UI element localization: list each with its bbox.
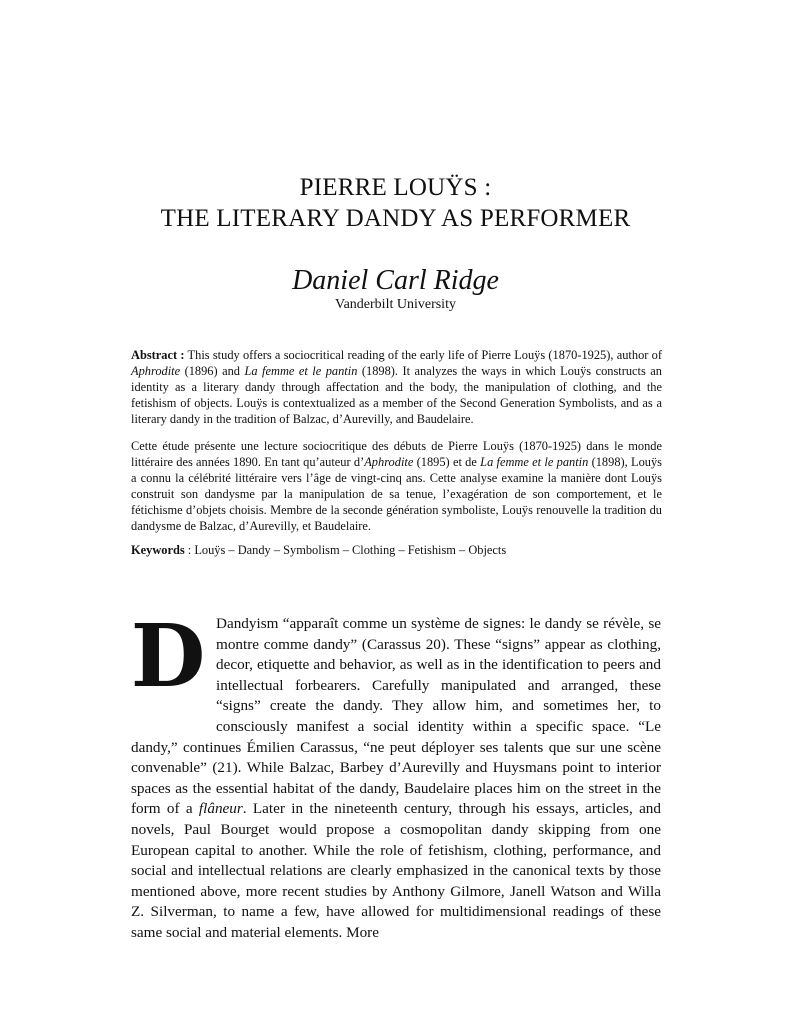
body-text-2: . Later in the nineteenth century, through his essays, articles, and novels, Paul Bourget would propose a cosmopolitan dandy skipping from one European capital to another. While the role of fetishism, clothing, performance, and social and intellectual relations are clearly emphasized in the canonical texts by those mentioned above, more recent studies by Anthony Gilmore, Janell Watson and Willa Z. Silverman, to name a few, have allowed for multidimensional readings of these same social and material elements. More [131,800,661,941]
abstract-work-1: Aphrodite [131,364,181,378]
abstract-label: Abstract : [131,348,185,362]
resume-work-2: La femme et le pantin [480,455,589,469]
keywords [131,542,662,558]
author-name: Daniel Carl Ridge [292,265,499,296]
resume-text-3: (1898), Louÿs a connu la célébrité littéraire vers l’âge de vingt-cinq ans. Cette analyse examine la manière dont Louÿs construit son dandysme par la manipulation de sa tenue, l’exagération de son comportement, et le fétichisme d’objets choisis. Membre de la seconde génération symboliste, Louÿs renouvelle la tradition du dandysme de Balzac, d’Aurevilly, et Baudelaire. [131,455,662,533]
abstract-text-2: (1896) and [180,364,245,378]
body-term-flaneur: flâneur [198,800,243,818]
abstract-french [131,438,662,534]
drop-cap-spacer [131,614,216,736]
title-line-1: PIERRE LOUŸS : [299,174,492,201]
drop-cap-letter: D [130,612,206,696]
abstract-text-3: (1898). It analyzes the ways in which Louÿs constructs an identity as a literary dandy through affectation and the body, the manipulation of clothing, and the fetishism of objects. Louÿs is contextualized as a member of the Second Generation Symbolists, and as a literary dandy in the tradition of Balzac, d’Aurevilly, and Baudelaire. [131,364,662,426]
body-text-1: Dandyism “apparaît comme un système de signes: le dandy se révèle, se montre comme dandy” (Carassus 20). These “signs” appear as clothing, decor, etiquette and behavior, as well as in the identification to peers and intellectual forbearers. Carefully manipulated and arranged, these “signs” create the dandy. They allow him, and sometimes her, to consciously manifest a social identity within a specific space. “Le dandy,” continues Émilien Carassus, “ne peut déployer ses talents que sur une scène convenable” (21). While Balzac, Barbey d’Aurevilly and Huysmans point to interior spaces as the essential habitat of the dandy, Baudelaire places him on the street in the form of a [131,615,661,818]
paper-title [0,172,791,234]
body-paragraph [131,614,661,944]
keywords-list: : Louÿs – Dandy – Symbolism – Clothing – Fetishism – Objects [184,543,507,557]
abstract-work-2: La femme et le pantin [244,364,358,378]
abstract-text-1: This study offers a sociocritical reading of the early life of Pierre Louÿs (1870-1925), author of [184,348,662,362]
resume-text-1: Cette étude présente une lecture sociocritique des débuts de Pierre Louÿs (1870-1925) dans le monde littéraire des années 1890. En tant qu’auteur d’ [131,439,662,469]
abstract-english [131,347,662,427]
keywords-label: Keywords [131,543,185,557]
resume-text-2: (1895) et de [413,455,481,469]
title-line-2: THE LITERARY DANDY AS PERFORMER [160,205,631,232]
author-affiliation: Vanderbilt University [335,297,456,312]
resume-work-1: Aphrodite [364,455,414,469]
